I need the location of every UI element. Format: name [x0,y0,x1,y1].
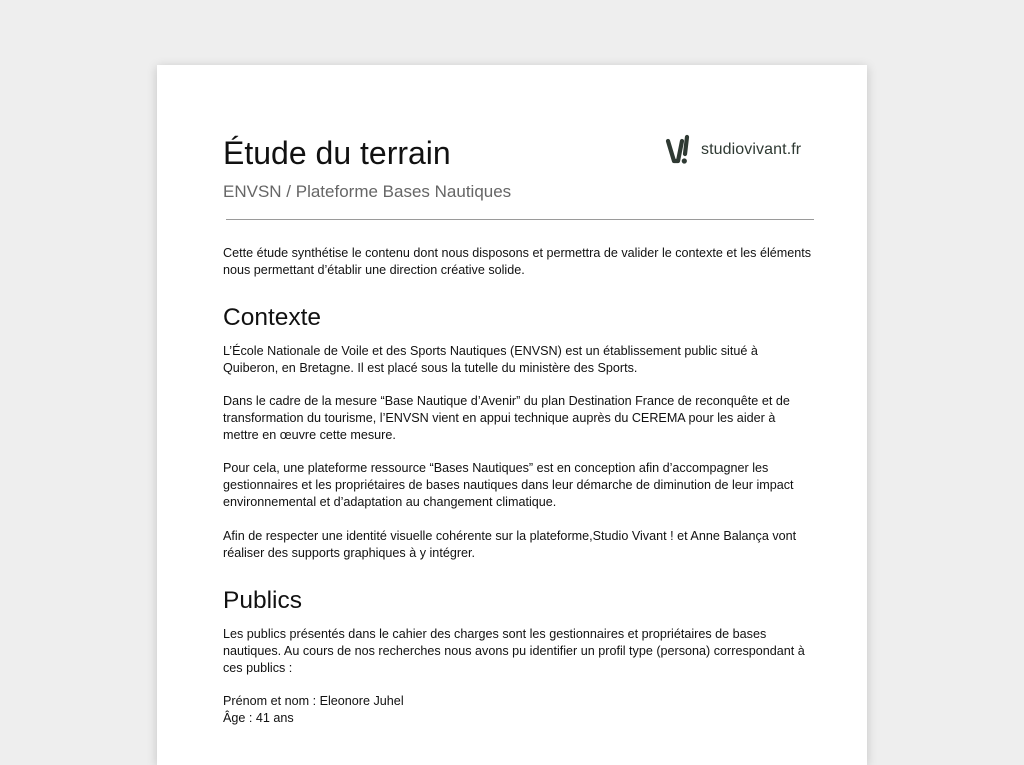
document-subtitle: ENVSN / Plateforme Bases Nautiques [223,182,512,201]
section-heading-contexte: Contexte [223,304,322,331]
title-divider [226,219,814,220]
persona-name: Prénom et nom : Eleonore Juhel [223,694,404,708]
section-heading-publics: Publics [223,587,302,614]
studio-vivant-logo-icon [665,133,695,167]
persona-age: Âge : 41 ans [223,711,294,725]
publics-paragraph-1: Les publics présentés dans le cahier des charges sont les gestionnaires et propriétaires de bases nautiques. Au cours de nos recherches nous avons pu identifier un profil type (persona) correspondant à ces publics : [223,627,805,675]
document-title: Étude du terrain [223,135,451,171]
document-page [157,65,867,765]
logo-text: studiovivant.fr [701,141,802,158]
contexte-paragraph-1: L’École Nationale de Voile et des Sports Nautiques (ENVSN) est un établissement public situé à Quiberon, en Bretagne. Il est placé sous la tutelle du ministère des Sports. [223,344,758,375]
contexte-paragraph-2: Dans le cadre de la mesure “Base Nautique d’Avenir” du plan Destination France de reconquête et de transformation du tourisme, l’ENVSN vient en appui technique auprès du CEREMA pour les aider à mettre en œuvre cette mesure. [223,394,790,442]
contexte-paragraph-4: Afin de respecter une identité visuelle cohérente sur la plateforme,Studio Vivant ! et Anne Balança vont réaliser des supports graphiques à y intégrer. [223,529,797,560]
contexte-paragraph-3: Pour cela, une plateforme ressource “Bases Nautiques” est en conception afin d’accompagner les gestionnaires et les propriétaires de bases nautiques dans leur démarche de diminution de leur impact environnemental et d’adaptation au changement climatique. [223,461,794,509]
intro-paragraph: Cette étude synthétise le contenu dont nous disposons et permettra de valider le contexte et les éléments nous permettant d’établir une direction créative solide. [223,246,812,277]
studio-vivant-logo [665,133,801,167]
